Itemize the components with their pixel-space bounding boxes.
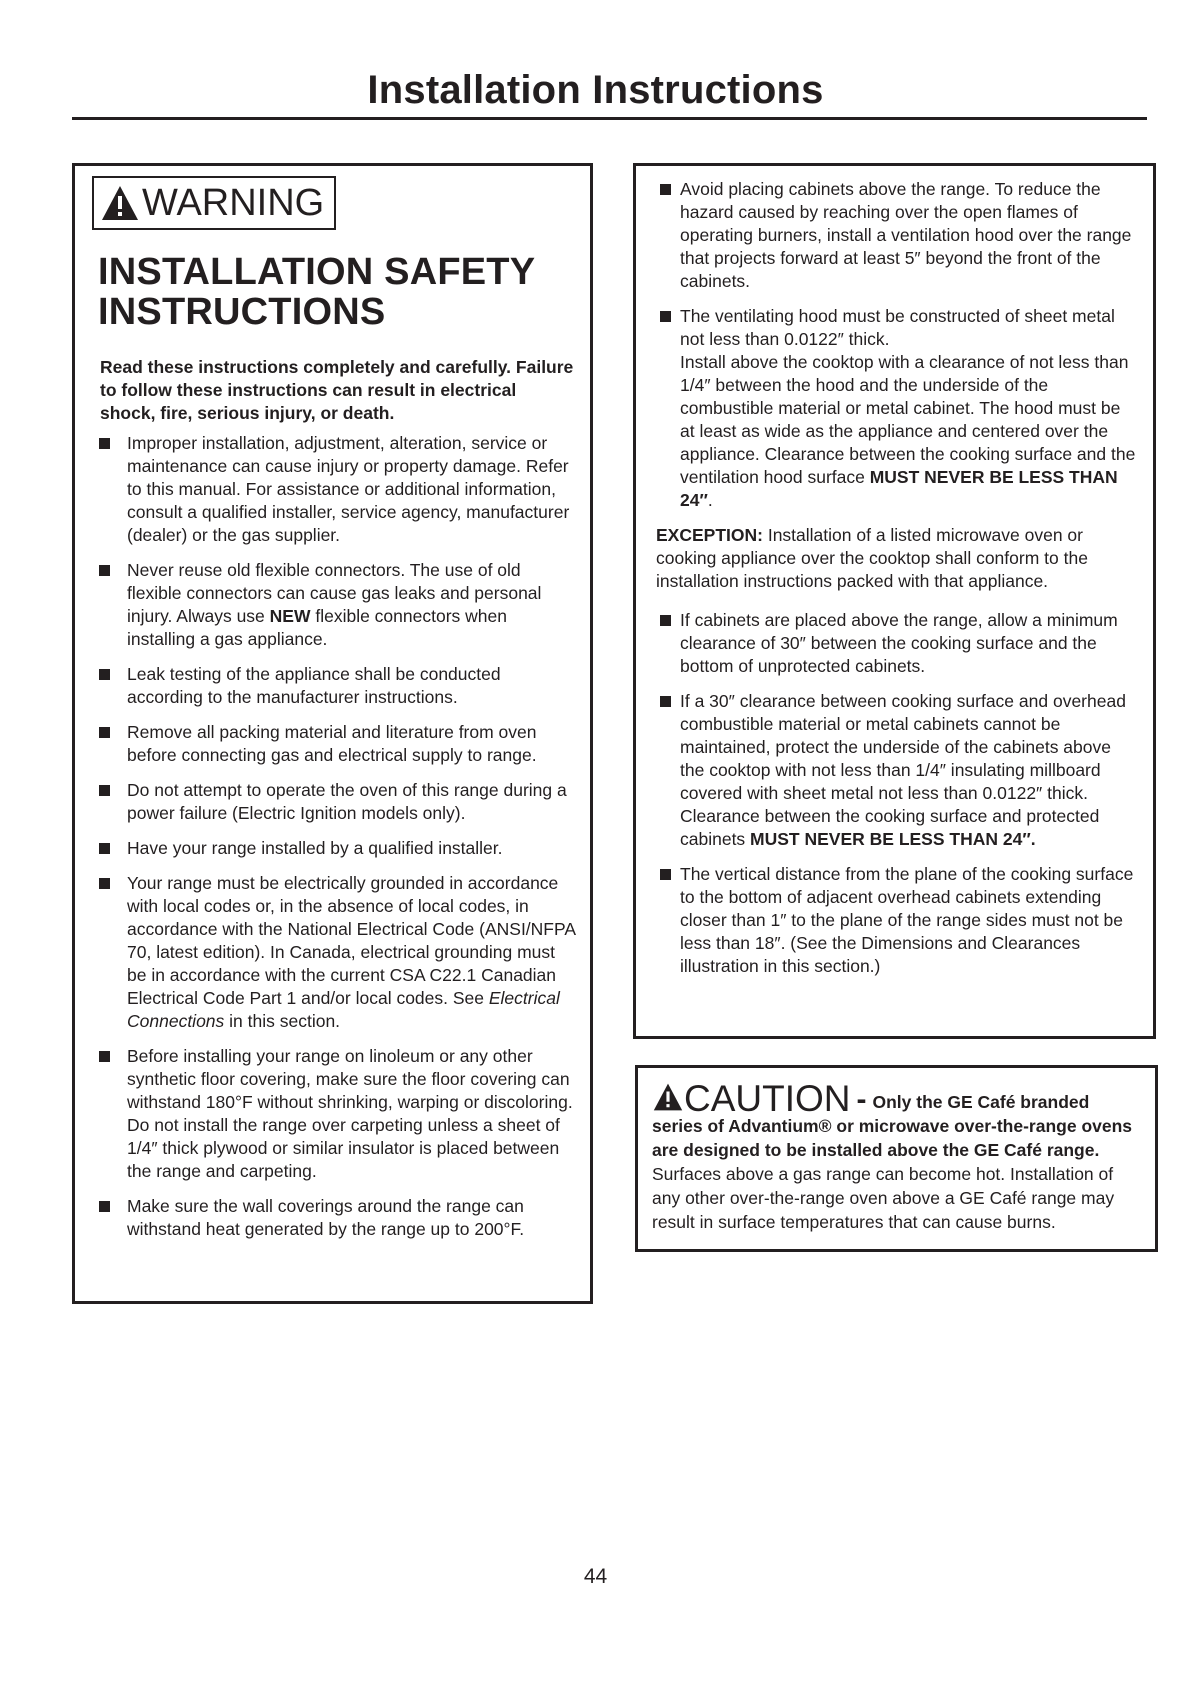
square-bullet-icon [660, 311, 671, 322]
list-item: Remove all packing material and literature from oven before connecting gas and electrical supply to range. [99, 721, 576, 767]
exception-note: EXCEPTION: Installation of a listed microwave oven or cooking appliance over the cooktop shall conform to the installation instructions packed with that appliance. [656, 525, 1088, 591]
list-item: The ventilating hood must be constructed of sheet metal not less than 0.0122″ thick. Install above the cooktop with a clearance of not less than 1/4″ between the hood and the underside of the combustible material or metal cabinet. The hood must be at least as wide as the appliance and centered over the appliance. Clearance between the cooking surface and the ventilation hood surface MUST NEVER BE LESS THAN 24″. [660, 305, 1139, 512]
page-title: Installation Instructions [367, 68, 824, 112]
caution-box [635, 1065, 1158, 1252]
square-bullet-icon [660, 869, 671, 880]
square-bullet-icon [99, 878, 110, 889]
caution-text [652, 1078, 1141, 1234]
ventilation-list-bottom [660, 609, 1139, 978]
square-bullet-icon [99, 727, 110, 738]
caution-triangle-icon [652, 1082, 684, 1112]
safety-lead: Read these instructions completely and carefully. Failure to follow these instructions can result in electrical shock, fire, serious injury, or death. [100, 357, 574, 423]
list-item: Leak testing of the appliance shall be conducted according to the manufacturer instructions. [99, 663, 576, 709]
list-item: If a 30″ clearance between cooking surface and overhead combustible material or metal cabinets cannot be maintained, protect the underside of the cabinets above the cooktop with not less than 1/4″ insulating millboard covered with sheet metal not less than 0.0122″ thick. Clearance between the cooking surface and protected cabinets MUST NEVER BE LESS THAN 24″. [660, 690, 1139, 851]
caution-body-text: Surfaces above a gas range can become hot. Installation of any other over-the-range oven above a GE Café range may result in surface temperatures that can cause burns. [652, 1164, 1115, 1232]
square-bullet-icon [99, 565, 110, 576]
list-item: Never reuse old flexible connectors. The use of old flexible connectors can cause gas leaks and personal injury. Always use NEW flexible connectors when installing a gas appliance. [99, 559, 576, 651]
square-bullet-icon [99, 1201, 110, 1212]
warning-badge [92, 176, 336, 230]
list-item: Improper installation, adjustment, alteration, service or maintenance can cause injury or property damage. Refer to this manual. For assistance or additional information, consult a qualified installer, service agency, manufacturer (dealer) or the gas supplier. [99, 432, 576, 547]
square-bullet-icon [99, 1051, 110, 1062]
square-bullet-icon [660, 184, 671, 195]
list-item: Make sure the wall coverings around the range can withstand heat generated by the range up to 200°F. [99, 1195, 576, 1241]
caution-bold-text: Only the GE Café branded series of Advantium® or microwave over-the-range ovens are designed to be installed above the GE Café range. [652, 1092, 1133, 1160]
list-item: If cabinets are placed above the range, allow a minimum clearance of 30″ between the cooking surface and the bottom of unprotected cabinets. [660, 609, 1139, 678]
list-item: Your range must be electrically grounded in accordance with local codes or, in the absence of local codes, in accordance with the National Electrical Code (ANSI/NFPA 70, latest edition). In Canada, electrical grounding must be in accordance with the current CSA C22.1 Canadian Electrical Code Part 1 and/or local codes. See Electrical Connections in this section. [99, 872, 576, 1033]
caution-dash: - [856, 1083, 867, 1116]
safety-heading: INSTALLATION SAFETY INSTRUCTIONS [98, 251, 535, 333]
square-bullet-icon [660, 696, 671, 707]
ventilation-list-top [660, 178, 1139, 512]
title-rule [72, 117, 1147, 120]
warning-triangle-icon [100, 184, 140, 222]
page-number: 44 [583, 1565, 608, 1588]
square-bullet-icon [99, 785, 110, 796]
list-item: Do not attempt to operate the oven of this range during a power failure (Electric Ignition models only). [99, 779, 576, 825]
list-item: The vertical distance from the plane of the cooking surface to the bottom of adjacent overhead cabinets extending closer than 1″ to the plane of the range sides must not be less than 18″. (See the Dimensions and Clearances illustration in this section.) [660, 863, 1139, 978]
square-bullet-icon [99, 843, 110, 854]
list-item: Before installing your range on linoleum or any other synthetic floor covering, make sure the floor covering can withstand 180°F without shrinking, warping or discoloring. Do not install the range over carpeting unless a sheet of 1/4″ thick plywood or similar insulator is placed between the range and carpeting. [99, 1045, 576, 1183]
caution-label: CAUTION [684, 1078, 851, 1119]
list-item: Avoid placing cabinets above the range. To reduce the hazard caused by reaching over the open flames of operating burners, install a ventilation hood over the range that projects forward at least 5″ beyond the front of the cabinets. [660, 178, 1139, 293]
square-bullet-icon [660, 615, 671, 626]
warning-box [72, 163, 593, 1304]
square-bullet-icon [99, 438, 110, 449]
warning-list [92, 432, 576, 1241]
warning-badge-label: WARNING [142, 182, 325, 224]
ventilation-box [633, 163, 1156, 1039]
list-item: Have your range installed by a qualified installer. [99, 837, 576, 860]
square-bullet-icon [99, 669, 110, 680]
